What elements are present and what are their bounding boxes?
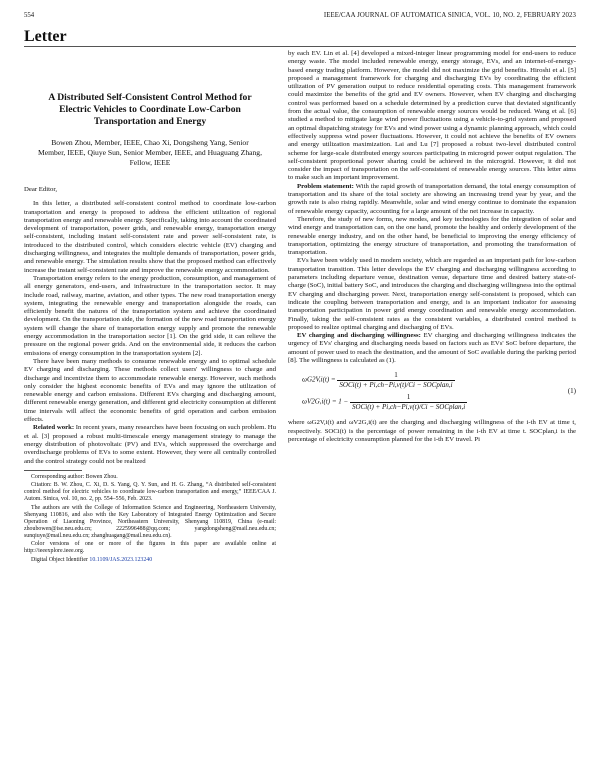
equation-numerator: 1 [337, 371, 454, 380]
authors: Bowen Zhou, Member, IEEE, Chao Xi, Dongsheng Yang, Senior Member, IEEE, Qiuye Sun, Senior Member, IEEE, and Huaguang Zhang, Fellow, IEEE [38, 138, 262, 167]
footnotes [24, 474, 276, 564]
equation-g2v-lhs: ωG2V,i(t) = [302, 375, 336, 384]
related-work-paragraph [24, 424, 276, 465]
equation-number: (1) [567, 387, 576, 396]
body-paragraph: Therefore, the study of new forms, new modes, and key technologies for the integration of solar and wind energy and transportation can, on the one hand, promote the healthy and orderly development of the renewable energy industry, and on the other hand, be beneficial to improving the energy efficiency of transportation, optimizing the energy structure of transportation, and promoting the transformation of transportation. [288, 215, 576, 257]
page-number: 554 [24, 12, 35, 19]
footnote-affiliation: The authors are with the College of Information Science and Engineering, Northeastern University, Shenyang 110816, and also with the Key Laboratory of Integrated Energy Optimization and Secure Operation of Liaoning Province, Northeastern University, Shenyang 110819, China (e-mail: zhoubowen@ise.neu.edu.cn; 2225996488@qq.com; yangdongsheng@mail.neu.edu.cn; sunqiuye@mail.neu.edu.cn; zhanghuagang@mail.neu.edu.cn). [24, 504, 276, 539]
body-paragraph: Transportation energy refers to the energy production, consumption, and management of all energy generators, end-users, and infrastructure in the transportation sector. It may include road, railway, marine, aviation, and other types. The new road transportation energy system, integrating the renewable energy and transportation alongside the roads, can efficiently benefit the natures of the transportation system and achieve the coordinated development. On the transportation side, the formation of the new road transportation energy system will change the share of transportation energy supply and promote the renewable energy accommodation in the transportation sector [1]. On the grid side, it can relieve the pressure on the regional power grids. And on the environmental side, it reduces the carbon emissions of energy consumption in the transportation system [2]. [24, 274, 276, 357]
footnote-citation: Citation: B. W. Zhou, C. Xi, D. S. Yang, Q. Y. Sun, and H. G. Zhang, “A distributed self-consistent control method for electric vehicles to coordinate low-carbon transportation and energy,” IEEE/CAA J. Autom. Sinica, vol. 10, no. 2, pp. 554–556, Feb. 2023. [24, 482, 276, 503]
journal-header: IEEE/CAA JOURNAL OF AUTOMATICA SINICA, VOL. 10, NO. 2, FEBRUARY 2023 [323, 12, 576, 19]
equation-1 [302, 369, 576, 415]
problem-statement-paragraph [288, 183, 576, 216]
problem-statement-label: Problem statement: [297, 182, 354, 190]
willingness-text: EV charging and discharging willingness indicates the urgency of EVs' charging and discharging needs based on factors such as EVs' SoC before departure, the amount of power used to reach the destination, and the amount of SoC available during the parking period [8]. The willingness is calculated as (1). [288, 332, 576, 364]
equation-numerator: 1 [350, 393, 467, 402]
right-column [288, 50, 576, 444]
header-rule [24, 46, 576, 47]
equation-line-v2g [302, 393, 467, 411]
footnote-corresponding: Corresponding author: Bowen Zhou. [31, 473, 118, 480]
body-paragraph: by each EV. Lin et al. [4] developed a mixed-integer linear programming model for end-users to reduce energy waste. The model included renewable energy, energy storage, EVs, and an internet-of-energy-based energy trading platform. However, the model did not maximize the grid benefits. Hiroshi et al. [5] proposed a management framework for charging and discharging EVs by coordinating the efficient utilization of PV generation output to reduce residential operating costs. This management framework could maximize the benefits of the grid and EV owners. However, when EV charging and discharging control was performed based on a schedule determined by a prediction curve that deviated significantly from the actual value, the consumption of renewable energy sources would be reduced. Wang et al. [6] studied a method to mitigate large wind power fluctuations using a vehicle-to-grid system and proposed an optimal dispatching strategy for EVs and wind power using a dynamic planning approach, which could effectively suppress wind power fluctuations. However, it could not achieve the benefits of EV owners and energy utilization maximization. Lai and Lu [7] proposed a robust two-level distributed control scheme for large-scale distributed energy sources participating in microgrid power output regulation. The self-consistent proportional power sharing could be achieved in the microgrid. However, it did not consider the impact of transportation on the self-consistent of renewable energy sources. This letter aims to make such an important improvement. [288, 50, 576, 182]
related-work-label: Related work: [33, 424, 75, 432]
related-work-text: In recent years, many researches have been focusing on such problem. Hu et al. [3] proposed a robust multi-timescale energy management strategy to manage the energy distribution of photovoltaic (PV) and EVs, which suppressed the overcharge and overdischarge problems of EVs to some extent. However, they were all centrally controlled and the control strategy could not be realized [24, 424, 276, 465]
footnote-rule [24, 470, 82, 471]
body-paragraph: EVs have been widely used in modern society, which are regarded as an important path for low-carbon transportation transition. This letter develops the EV charging and discharging willingness according to parameters including departure venue, destination venue, departure time and desired battery state-of-charge (SoC), initial battery SoC, and introduces the charging and discharging willingness into the optimal EV charging and discharging power. Next, transportation energy self-consistent is proposed, which can indicate the coupling between transportation and energy, and is an important indicator for assessing transportation participation in power grid energy coordination and renewable energy accommodation. Finally, taking the self-consistent rates as the consistent variables, a distributed control method is proposed to realize optimal charging and discharging of EVs. [288, 257, 576, 331]
equation-explanation: where ωG2V,i(t) and ωV2G,i(t) are the charging and discharging willingness of the i-th EV at time t, respectively. SOCi(t) is the percentage of power remaining in the i-th EV at time t. SOCplan,i is the percentage of electricity consumption planned for the i-th EV travel. Pi [288, 419, 576, 443]
willingness-label: EV charging and discharging willingness: [297, 332, 421, 340]
paper-title: A Distributed Self-Consistent Control Method for Electric Vehicles to Coordinate Low-Carbon Transportation and Energy [48, 92, 252, 127]
equation-denominator: SOCi(t) + Pi,ch−Pi,v(t)/Ci − SOCplan,i [339, 380, 453, 389]
left-column [24, 50, 276, 565]
body-paragraph: There have been many methods to consume renewable energy and to optimal schedule EV charging and discharging. These methods collect users' willingness to charge and discharge and incentivize them to accommodate renewable energy. However, such methods only consider the highest economic benefits of EVs and may ignore the utilization of renewable energy and carbon emissions. Different EVs charging and discharging amount, different renewable energy generation, and different grid electricity consumption at different time intervals will affect the economic benefits of grid operation and carbon emission effects. [24, 357, 276, 424]
footnote-color: Color versions of one or more of the figures in this paper are available online at http://ieeexplore.ieee.org. [24, 541, 276, 555]
problem-statement-text: With the rapid growth of transportation demand, the total energy consumption of transportation and its share of the total society are showing an increasing trend year by year, and the growth rate is also rising rapidly. Meanwhile, solar and wind energy continue to dominate the expansion of renewable energy capacity, accounting for a large amount of the net increase in capacity. [288, 182, 576, 215]
doi-link[interactable]: 10.1109/JAS.2023.123240 [89, 556, 153, 563]
abstract-paragraph: In this letter, a distributed self-consistent control method to coordinate low-carbon transportation and energy is proposed to address the efficient utilization of regional transportation energy and renewable energy. Specifically, taking into account the coordinated development of transportation, power grids, and renewable energy, transportation energy self-consistent, including instant self-consistent rate and power self-consistent rate, is introduced to the distributed control, which considers electric vehicle (EV) charging and discharging willingness, and integrates the multiple demands of transportation, power grids, and renewable energy. The simulation results show that the proposed method can effectively increase the instant self-consistent rate and improve the renewable energy accommodation. [24, 200, 276, 274]
equation-denominator: SOCi(t) + Pi,ch−Pi,v(t)/Ci − SOCplan,i [352, 402, 466, 411]
equation-fraction [350, 393, 467, 411]
footnote-doi [24, 557, 276, 564]
doi-label: Digital Object Identifier [31, 556, 90, 563]
salutation: Dear Editor, [24, 186, 58, 193]
section-label: Letter [24, 28, 67, 45]
equation-line-g2v [302, 371, 455, 389]
equation-fraction [337, 371, 454, 389]
willingness-paragraph [288, 332, 576, 365]
equation-v2g-lhs: ωV2G,i(t) = 1 − [302, 397, 349, 406]
